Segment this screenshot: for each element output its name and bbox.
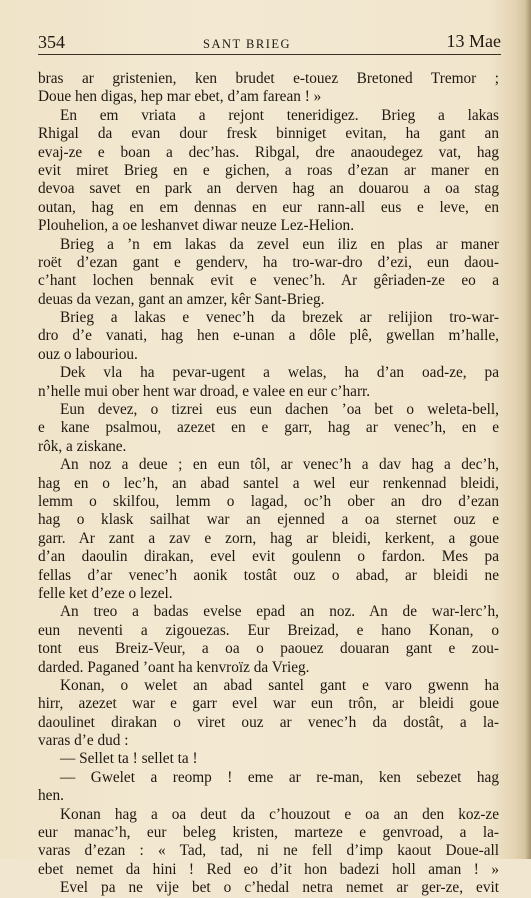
text-line: deuas da vezan, gant an amzer, kêr Sant-Brieg.	[38, 290, 325, 308]
text-line: fellas d’ar venec’h aonik tostât ouz o abad, ar bleidi ne	[38, 566, 499, 584]
text-line: hen.	[38, 787, 64, 805]
text-line: dro d’e vanati, hag hen e-unan a dôle plê, gwellan m’halle,	[38, 327, 499, 345]
text-line: — Sellet ta ! sellet ta !	[60, 750, 198, 768]
running-title: SANT BRIEG	[203, 37, 292, 51]
text-line: Konan, o welet an abad santel gant e varo gwenn ha	[60, 676, 499, 694]
body-text	[38, 70, 499, 898]
text-line: roët d’ezan gant e genderv, ha tro-war-dro d’ezi, eun daou-	[38, 253, 499, 271]
text-line: eun neventi a zigouezas. Eur Breizad, e hano Konan, o	[38, 621, 499, 639]
text-line: Rhigal da evan dour fresk binniget evitan, ha gant an	[38, 125, 499, 143]
text-line: evaj-ze e boan a dec’has. Ribgal, dre anaoudegez vat, hag	[38, 143, 499, 161]
text-line: varas d’e dud :	[38, 732, 129, 750]
text-line: tont eus Breiz-Veur, a oa o paouez douaran gant e zou-	[38, 640, 499, 658]
text-line: eur manac’h, eur beleg kristen, marteze e genvroad, a la-	[38, 824, 499, 842]
text-line: d’an daoulin dirakan, evel evit goulenn o fardon. Mes pa	[38, 548, 499, 566]
text-line: n’helle mui ober hent war droad, e valee en eur c’harr.	[38, 382, 371, 400]
text-line: An treo a badas evelse epad an noz. An de war-lerc’h,	[60, 603, 499, 621]
text-line: ouz o labouriou.	[38, 345, 138, 363]
text-line: hag en o lec’h, an abad santel a wel eur renkennad bleidi,	[38, 474, 499, 492]
text-line: ebet nemet da hini ! Red eo d’it hon badezi holl aman ! »	[38, 860, 499, 878]
text-line: varas d’ezan : « Tad, tad, ni ne fell d’imp kaout Doue-all	[38, 842, 499, 860]
text-line: darded. Paganed ’oant ha kenvroïz da Vrieg.	[38, 658, 310, 676]
text-line: En em vriata a rejont teneridigez. Brieg a lakas	[60, 106, 499, 124]
text-line: hag o klask sailhat war an ejenned a oa sternet ouz e	[38, 511, 499, 529]
text-line: — Gwelet a reomp ! eme ar re-man, ken sebezet hag	[60, 768, 499, 786]
text-line: daoulinet dirakan o viret ouz ar venec’h da dostât, a la-	[38, 713, 499, 731]
text-line: bras ar gristenien, ken brudet e-touez Bretoned Tremor ;	[38, 70, 499, 87]
text-line: Brieg a ’n em lakas da zevel eun iliz en plas ar maner	[60, 235, 499, 253]
text-line: Dek vla ha pevar-ugent a welas, ha d’an oad-ze, pa	[60, 364, 499, 382]
header-date: 13 Mae	[446, 31, 501, 51]
text-line: Konan hag a oa deut da c’houzout e oa an den koz-ze	[60, 805, 499, 823]
text-line: outan, hag en em dennas en eur rann-all eus e leve, en	[38, 198, 499, 216]
text-line: devoa savet en park an derven hag an douarou a oa stag	[38, 180, 499, 198]
text-line: An noz a deue ; en eun tôl, ar venec’h a dav hag a dec’h,	[60, 456, 499, 474]
text-line: c’hant lochen bennak evit e venec’h. Ar gêriaden-ze eo a	[38, 272, 499, 290]
text-line: felle ket d’eze o lezel.	[38, 584, 173, 602]
text-line: hirr, azezet war e garr evel war eun trôn, ar bleidi goue	[38, 695, 499, 713]
text-line: Plouhelion, a oe leshanvet diwar neuze Lez-Helion.	[38, 217, 355, 235]
text-line: lemm o skilfou, lemm o lagad, oc’h ober an dro d’ezan	[38, 492, 499, 510]
page-edge-shadow	[525, 0, 531, 859]
text-line: garr. Ar zant a zav e zorn, hag ar bleidi, kerkent, a goue	[38, 529, 499, 547]
text-line: e kane psalmou, azezet en e garr, hag ar venec’h, en e	[38, 419, 499, 437]
text-line: Brieg a lakas e venec’h da brezek ar relijion tro-war-	[60, 309, 499, 327]
text-line: evit miret Brieg en e gichen, a roas d’ezan ar maner en	[38, 161, 499, 179]
text-line: rôk, a ziskane.	[38, 437, 127, 455]
page-number: 354	[38, 32, 65, 52]
text-line: Evel pa ne vije bet o c’hedal netra nemet ar ger-ze, evit	[60, 879, 499, 897]
text-line: Doue hen digas, hep mar ebet, d’am farean ! »	[38, 88, 322, 106]
text-line: Eun devez, o tizrei eus eun dachen ’oa bet o weleta-bell,	[60, 401, 499, 419]
page-header	[38, 28, 501, 55]
